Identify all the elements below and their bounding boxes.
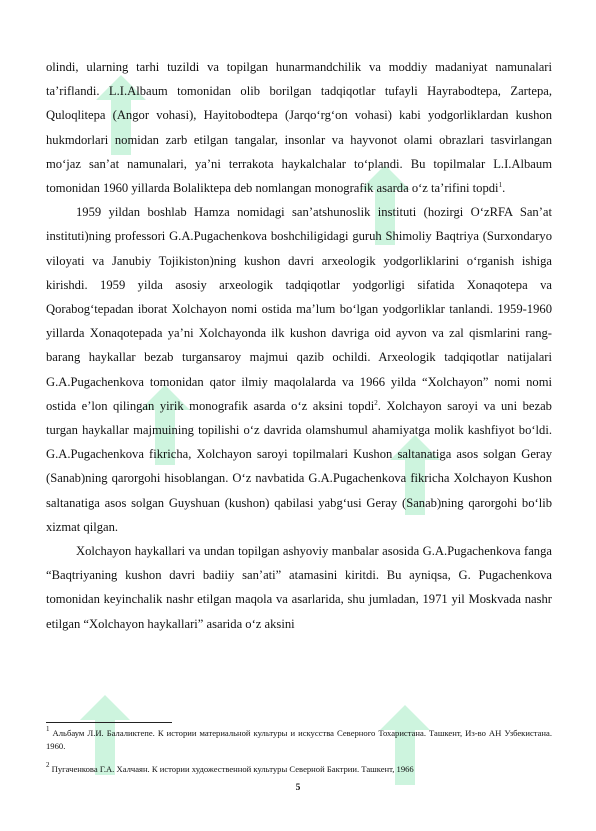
footnote: $^1$ Альбаум Л.И. Балаликтепе. К истории материальной культуры и искусства Северного Тохаристана. Ташкент, Из-во АН Узбекистана. 1960. <box>46 725 552 751</box>
page-number: 5 <box>295 783 301 793</box>
paragraph: Xolchayon haykallari va undan topilgan ashyoviy manbalar asosida G.A.Pugachenkova fanga “Baqtriyaning kushon davri badiiy sanʼati” atamasini kiritdi. Bu ayniqsa, G. Pugachenkova tomonidan keyinchalik nashr etilgan maqola va asarlarida, shu jumladan, 1971 yil Moskvada nashr etilgan “Xolchayon haykallari” asarida o‘z aksini <box>46 544 552 631</box>
footnote-reference[interactable]: 1 <box>498 181 503 190</box>
footnotes <box>46 727 552 786</box>
footnote: $^2$ Пугаченкова Г.А. Халчаян. К истории художественной культуры Северной Бактрии. Ташкент, 1966 <box>46 761 414 774</box>
paragraph: 1959 yildan boshlab Hamza nomidagi sanʼatshunoslik instituti (hozirgi O‘zRFA Sanʼat instituti)ning professori G.A.Pugachenkova boshchiligidagi guruh Shimoliy Baqtriya (Surxondaryo viloyati va Janubiy Tojikiston)ning kushon davri arxeologik yodgorliklarini o‘rganish ishiga kirishdi. 1959 yilda asosiy arxeologik tadqiqotlar yodgorligi sifatida Xonaqotepa va Qorabog‘tepadan iborat Xolchayon nomi ostida maʼlum bo‘lgan yodgorliklar tanlandi. 1959-1960 yillarda Xonaqotepada yaʼni Xolchayonda ilk kushon davriga oid ayvon va zal qismlarini rang-barang haykallar bezab turgansaroy majmui qazib ochildi. Arxeologik tadqiqotlar natijalari G.A.Pugachenkova tomonidan qator ilmiy maqolalarda va 1966 yilda “Xolchayon” nomi nomi ostida eʼlon qilingan yirik monografik asarda o‘z aksini topdi$^2$. Xolchayon saroyi va uni bezab turgan haykallar majmuining topilishi o‘z davrida olamshumul ahamiyatga molik kashfiyot bo‘ldi. G.A.Pugachenkova fikricha, Xolchayon saroyi topilmalari Kushon saltanatiga asos solgan Geray (Sanab)ning qarorgohi hisoblangan. O‘z navbatida G.A.Pugachenkova fikricha Xolchayon Kushon saltanatiga asos solgan Guyshuan (kushon) qabilasi yabg‘usi Geray (Sanab)ning qarorgohi bo‘lib xizmat qilgan. <box>46 205 552 534</box>
paragraph: olindi, ularning tarhi tuzildi va topilgan hunarmandchilik va moddiy madaniyat namunalari taʼriflandi. L.I.Albaum tomonidan olib borilgan tadqiqotlar tufayli Hayrabodtepa, Zartepa, Quloqlitepa (Angor vohasi), Hayitobodtepa (Jarqo‘rg‘on vohasi) kabi yodgorliklardan kushon hukmdorlari nomidan zarb etilgan tangalar, insonlar va hayvonot olami obrazlari tasvirlangan mo‘jaz sanʼat namunalari, yaʼni terrakota haykalchalar to‘plandi. Bu topilmalar L.I.Albaum tomonidan 1960 yillarda Bolaliktepa deb nomlangan monografik asarda o‘z taʼrifini topdi$^1$. <box>46 60 552 196</box>
body-text <box>46 55 552 636</box>
footnote-reference[interactable]: 2 <box>374 398 378 407</box>
footnote-separator <box>46 722 172 723</box>
